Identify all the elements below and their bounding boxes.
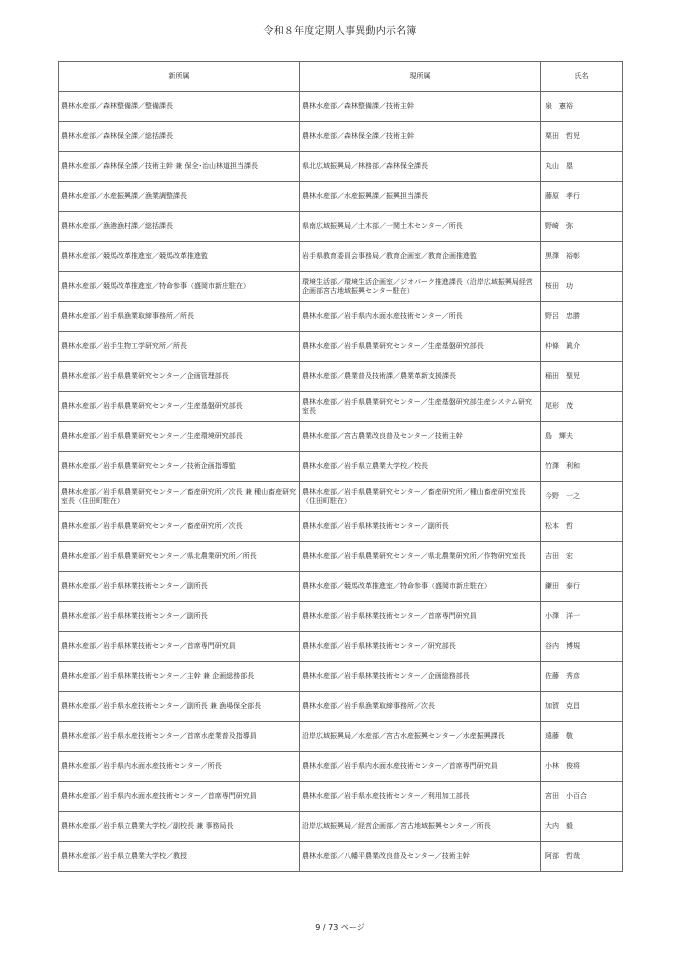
table-row bbox=[59, 332, 623, 362]
name-cell: 阿部 哲哉 bbox=[541, 842, 623, 872]
name-cell: 尾形 茂 bbox=[541, 392, 623, 422]
new-post-cell: 農林水産部／岩手県農業研究センター／畜産研究所／次長 bbox=[59, 512, 300, 542]
current-post-cell: 農林水産部／岩手県立農業大学校／校長 bbox=[300, 452, 541, 482]
current-post-cell: 沿岸広域振興局／水産部／宮古水産振興センター／水産振興課長 bbox=[300, 722, 541, 752]
current-post-cell: 県南広域振興局／土木部／一関土木センター／所長 bbox=[300, 212, 541, 242]
name-cell: 仲條 眞介 bbox=[541, 332, 623, 362]
new-post-cell: 農林水産部／水産振興課／漁業調整課長 bbox=[59, 182, 300, 212]
table-row bbox=[59, 182, 623, 212]
page-footer: 9 / 73 ページ bbox=[315, 923, 365, 932]
current-post-cell: 農林水産部／岩手県林業技術センター／研究部長 bbox=[300, 632, 541, 662]
table-row bbox=[59, 572, 623, 602]
current-post-cell: 農林水産部／岩手県漁業取締事務所／次長 bbox=[300, 692, 541, 722]
personnel-table bbox=[58, 61, 623, 872]
name-cell: 大内 毅 bbox=[541, 812, 623, 842]
new-post-cell: 農林水産部／岩手県農業研究センター／県北農業研究所／所長 bbox=[59, 542, 300, 572]
current-post-cell: 農林水産部／岩手県農業研究センター／県北農業研究所／作物研究室長 bbox=[300, 542, 541, 572]
new-post-cell: 農林水産部／岩手県農業研究センター／技術企画指導監 bbox=[59, 452, 300, 482]
table-row bbox=[59, 722, 623, 752]
table-row bbox=[59, 842, 623, 872]
new-post-cell: 農林水産部／漁港漁村課／総括課長 bbox=[59, 212, 300, 242]
name-cell: 小林 俊将 bbox=[541, 752, 623, 782]
table-row bbox=[59, 632, 623, 662]
table-row bbox=[59, 782, 623, 812]
table-row bbox=[59, 392, 623, 422]
current-post-cell: 農林水産部／宮古農業改良普及センター／技術主幹 bbox=[300, 422, 541, 452]
current-post-cell: 農林水産部／岩手県内水面水産技術センター／首席専門研究員 bbox=[300, 752, 541, 782]
new-post-cell: 農林水産部／岩手県林業技術センター／副所長 bbox=[59, 602, 300, 632]
name-cell: 泉 憲裕 bbox=[541, 92, 623, 122]
name-cell: 佐藤 秀彦 bbox=[541, 662, 623, 692]
name-cell: 丸山 塁 bbox=[541, 152, 623, 182]
name-cell: 今野 一之 bbox=[541, 482, 623, 512]
header-current-post: 現所属 bbox=[300, 62, 541, 92]
header-name: 氏名 bbox=[541, 62, 623, 92]
name-cell: 野呂 忠勝 bbox=[541, 302, 623, 332]
new-post-cell: 農林水産部／岩手県農業研究センター／生産環境研究部長 bbox=[59, 422, 300, 452]
current-post-cell: 農林水産部／岩手県水産技術センター／利用加工部長 bbox=[300, 782, 541, 812]
new-post-cell: 農林水産部／森林整備課／整備課長 bbox=[59, 92, 300, 122]
current-post-cell: 県北広域振興局／林務部／森林保全課長 bbox=[300, 152, 541, 182]
table-row bbox=[59, 272, 623, 302]
name-cell: 谷内 博規 bbox=[541, 632, 623, 662]
new-post-cell: 農林水産部／岩手県内水面水産技術センター／所長 bbox=[59, 752, 300, 782]
name-cell: 野崎 弥 bbox=[541, 212, 623, 242]
new-post-cell: 農林水産部／岩手県内水面水産技術センター／首席専門研究員 bbox=[59, 782, 300, 812]
current-post-cell: 農林水産部／森林保全課／技術主幹 bbox=[300, 122, 541, 152]
table-row bbox=[59, 242, 623, 272]
current-post-cell: 農林水産部／農業普及技術課／農業革新支援課長 bbox=[300, 362, 541, 392]
name-cell: 桜田 功 bbox=[541, 272, 623, 302]
table-row bbox=[59, 302, 623, 332]
current-post-cell: 農林水産部／水産振興課／振興担当課長 bbox=[300, 182, 541, 212]
page-title: 令和８年度定期人事異動内示名簿 bbox=[263, 26, 417, 37]
name-cell: 藤原 孝行 bbox=[541, 182, 623, 212]
current-post-cell: 農林水産部／岩手県農業研究センター／生産基盤研究部長 bbox=[300, 332, 541, 362]
new-post-cell: 農林水産部／岩手県農業研究センター／企画管理部長 bbox=[59, 362, 300, 392]
name-cell: 加賀 克昌 bbox=[541, 692, 623, 722]
table-body bbox=[59, 92, 623, 872]
table-row bbox=[59, 542, 623, 572]
name-cell: 竹澤 利和 bbox=[541, 452, 623, 482]
table-row bbox=[59, 212, 623, 242]
current-post-cell: 農林水産部／岩手県林業技術センター／副所長 bbox=[300, 512, 541, 542]
name-cell: 鎌田 泰行 bbox=[541, 572, 623, 602]
name-cell: 松本 哲 bbox=[541, 512, 623, 542]
table-row bbox=[59, 422, 623, 452]
name-cell: 稲田 聖児 bbox=[541, 362, 623, 392]
new-post-cell: 農林水産部／岩手県林業技術センター／主幹 兼 企画総務部長 bbox=[59, 662, 300, 692]
current-post-cell: 農林水産部／岩手県林業技術センター／首席専門研究員 bbox=[300, 602, 541, 632]
current-post-cell: 農林水産部／八幡平農業改良普及センター／技術主幹 bbox=[300, 842, 541, 872]
new-post-cell: 農林水産部／岩手県農業研究センター／畜産研究所／次長 兼 種山畜産研究室長（住田町駐在） bbox=[59, 482, 300, 512]
name-cell: 黒澤 裕彰 bbox=[541, 242, 623, 272]
table-row bbox=[59, 662, 623, 692]
current-post-cell: 農林水産部／岩手県林業技術センター／企画総務部長 bbox=[300, 662, 541, 692]
table-row bbox=[59, 692, 623, 722]
table-row bbox=[59, 482, 623, 512]
current-post-cell: 農林水産部／岩手県農業研究センター／生産基盤研究部生産システム研究室長 bbox=[300, 392, 541, 422]
new-post-cell: 農林水産部／森林保全課／技術主幹 兼 保全･治山林道担当課長 bbox=[59, 152, 300, 182]
new-post-cell: 農林水産部／岩手県林業技術センター／副所長 bbox=[59, 572, 300, 602]
new-post-cell: 農林水産部／岩手県水産技術センター／副所長 兼 漁場保全部長 bbox=[59, 692, 300, 722]
current-post-cell: 岩手県教育委員会事務局／教育企画室／教育企画推進監 bbox=[300, 242, 541, 272]
new-post-cell: 農林水産部／岩手県漁業取締事務所／所長 bbox=[59, 302, 300, 332]
name-cell: 宮田 小百合 bbox=[541, 782, 623, 812]
table-row bbox=[59, 602, 623, 632]
current-post-cell: 沿岸広域振興局／経営企画部／宮古地域振興センター／所長 bbox=[300, 812, 541, 842]
table-header-row bbox=[59, 62, 623, 92]
new-post-cell: 農林水産部／森林保全課／総括課長 bbox=[59, 122, 300, 152]
current-post-cell: 農林水産部／岩手県農業研究センター／畜産研究所／種山畜産研究室長（住田町駐在） bbox=[300, 482, 541, 512]
table-row bbox=[59, 92, 623, 122]
current-post-cell: 農林水産部／森林整備課／技術主幹 bbox=[300, 92, 541, 122]
table-row bbox=[59, 452, 623, 482]
table-row bbox=[59, 812, 623, 842]
table-row bbox=[59, 752, 623, 782]
name-cell: 吉田 宏 bbox=[541, 542, 623, 572]
current-post-cell: 農林水産部／岩手県内水面水産技術センター／所長 bbox=[300, 302, 541, 332]
table-row bbox=[59, 152, 623, 182]
new-post-cell: 農林水産部／岩手県水産技術センター／首席水産業普及指導員 bbox=[59, 722, 300, 752]
new-post-cell: 農林水産部／競馬改革推進室／競馬改革推進監 bbox=[59, 242, 300, 272]
table-row bbox=[59, 122, 623, 152]
new-post-cell: 農林水産部／岩手県立農業大学校／副校長 兼 事務局長 bbox=[59, 812, 300, 842]
table-row bbox=[59, 362, 623, 392]
new-post-cell: 農林水産部／岩手県立農業大学校／教授 bbox=[59, 842, 300, 872]
new-post-cell: 農林水産部／競馬改革推進室／特命参事（盛岡市新庄駐在） bbox=[59, 272, 300, 302]
name-cell: 島 輝夫 bbox=[541, 422, 623, 452]
new-post-cell: 農林水産部／岩手県農業研究センター／生産基盤研究部長 bbox=[59, 392, 300, 422]
name-cell: 遠藤 敬 bbox=[541, 722, 623, 752]
name-cell: 小澤 洋一 bbox=[541, 602, 623, 632]
header-new-post: 新所属 bbox=[59, 62, 300, 92]
new-post-cell: 農林水産部／岩手県林業技術センター／首席専門研究員 bbox=[59, 632, 300, 662]
new-post-cell: 農林水産部／岩手生物工学研究所／所長 bbox=[59, 332, 300, 362]
table-row bbox=[59, 512, 623, 542]
current-post-cell: 環境生活部／環境生活企画室／ジオパーク推進課長（沿岸広域振興局経営企画部宮古地域振興センター駐在） bbox=[300, 272, 541, 302]
current-post-cell: 農林水産部／競馬改革推進室／特命参事（盛岡市新庄駐在） bbox=[300, 572, 541, 602]
name-cell: 栗田 哲児 bbox=[541, 122, 623, 152]
